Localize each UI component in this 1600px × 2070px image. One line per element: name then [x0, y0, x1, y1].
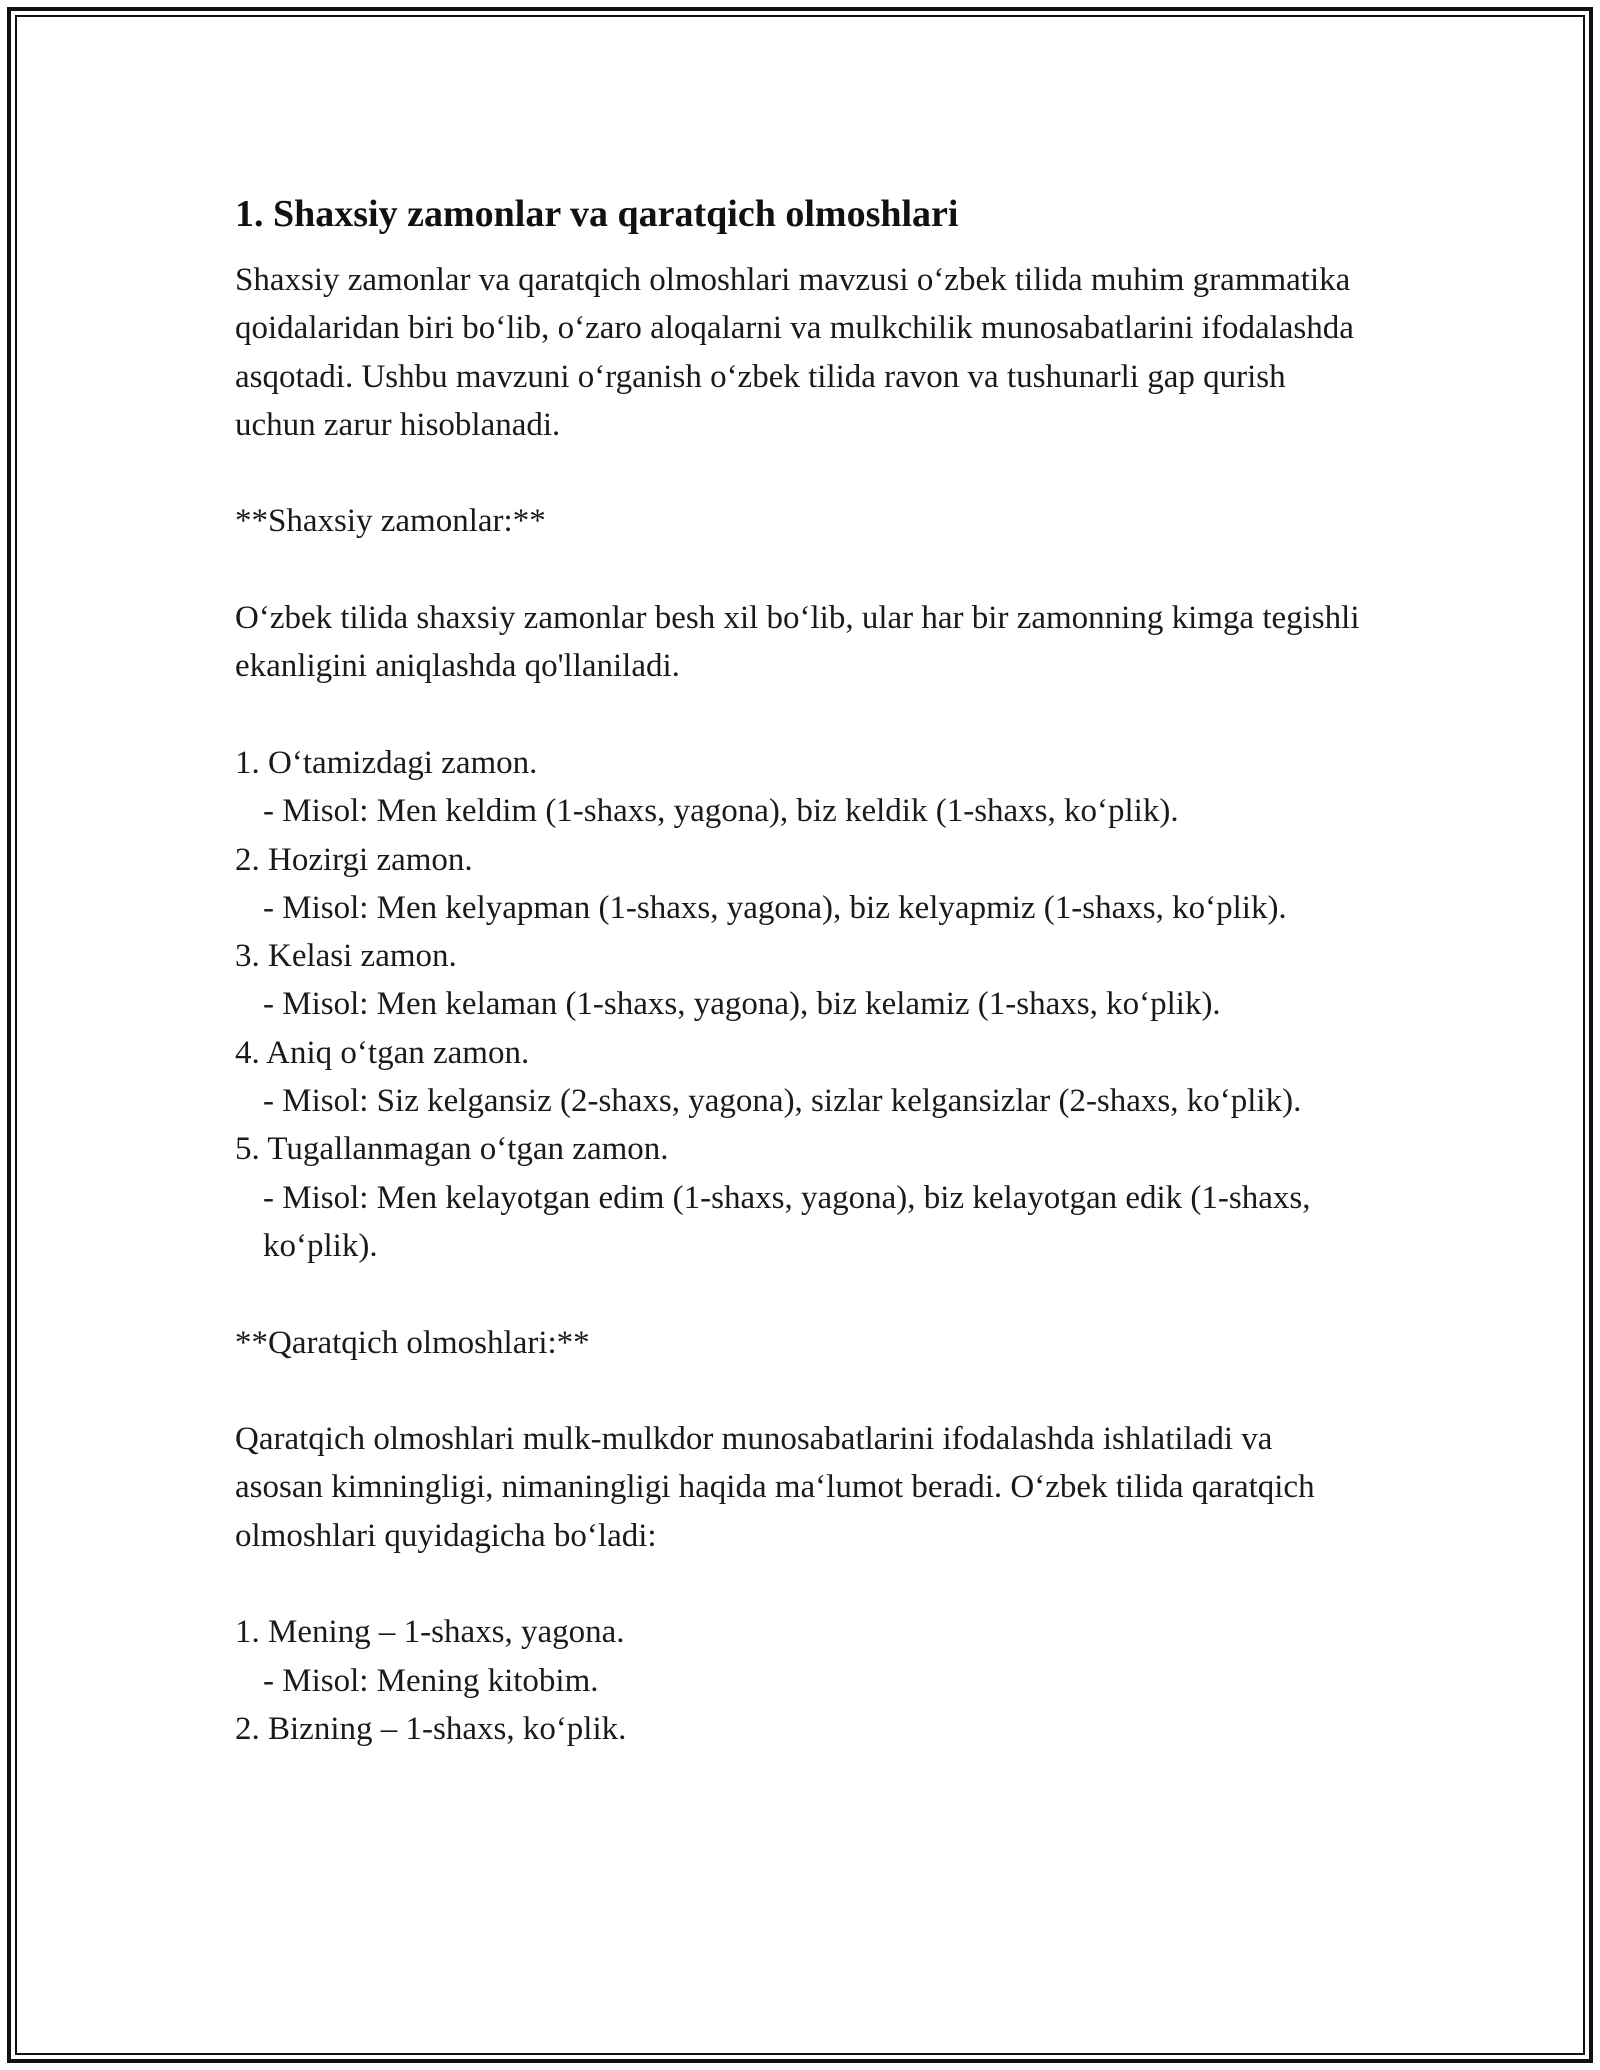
- list-item-label: 2. Hozirgi zamon.: [235, 841, 473, 878]
- tenses-list: [235, 739, 1365, 1270]
- document-body: [235, 186, 1368, 1753]
- spacer: [235, 1367, 1365, 1415]
- tenses-intro-paragraph: O‘zbek tilida shaxsiy zamonlar besh xil bo‘lib, ular har bir zamonning kimga tegishli ekanligini aniqlashda qo'llaniladi.: [235, 600, 1368, 685]
- pronouns-intro-paragraph: Qaratqich olmoshlari mulk-mulkdor munosabatlarini ifodalashda ishlatiladi va asosan kimningligi, nimaningligi haqida ma‘lumot beradi. O‘zbek tilida qaratqich olmoshlari quyidagicha bo‘ladi:: [235, 1421, 1323, 1554]
- document-title: 1. Shaxsiy zamonlar va qaratqich olmoshlari: [235, 193, 959, 235]
- list-item-label: 2. Bizning – 1-shaxs, ko‘plik.: [235, 1710, 627, 1747]
- list-item-example: - Misol: Siz kelgansiz (2-shaxs, yagona), sizlar kelgansizlar (2-shaxs, ko‘plik).: [263, 1083, 1302, 1120]
- list-item-example: - Misol: Men kelayotgan edim (1-shaxs, yagona), biz kelayotgan edik (1-shaxs, ko‘plik).: [263, 1179, 1319, 1264]
- list-item-label: 5. Tugallanmagan o‘tgan zamon.: [235, 1131, 669, 1168]
- list-item-example: - Misol: Men kelyapman (1-shaxs, yagona), biz kelyapmiz (1-shaxs, ko‘plik).: [263, 889, 1287, 926]
- list-item-example: - Misol: Men kelaman (1-shaxs, yagona), biz kelamiz (1-shaxs, ko‘plik).: [263, 986, 1221, 1023]
- spacer: [235, 691, 1365, 739]
- pronouns-list: [235, 1608, 1365, 1753]
- list-item-label: 1. Mening – 1-shaxs, yagona.: [235, 1614, 625, 1651]
- list-item-example: - Misol: Mening kitobim.: [263, 1662, 599, 1699]
- intro-paragraph: Shaxsiy zamonlar va qaratqich olmoshlari mavzusi o‘zbek tilida muhim grammatika qoidalaridan biri bo‘lib, o‘zaro aloqalarni va mulkchilik munosabatlarini ifodalashda asqotadi. Ushbu mavzuni o‘rganish o‘zbek tilida ravon va tushunarli gap qurish uchun zarur hisoblanadi.: [235, 262, 1363, 443]
- spacer: [235, 449, 1365, 497]
- list-item-label: 1. O‘tamizdagi zamon.: [235, 744, 538, 781]
- list-item-label: 4. Aniq o‘tgan zamon.: [235, 1034, 530, 1071]
- list-item-label: 3. Kelasi zamon.: [235, 938, 457, 975]
- spacer: [235, 546, 1365, 594]
- section-heading-tenses: **Shaxsiy zamonlar:**: [235, 503, 546, 540]
- spacer: [235, 1560, 1365, 1608]
- list-item-example: - Misol: Men keldim (1-shaxs, yagona), biz keldik (1-shaxs, ko‘plik).: [263, 793, 1179, 830]
- spacer: [235, 1270, 1365, 1318]
- section-heading-pronouns: **Qaratqich olmoshlari:**: [235, 1324, 590, 1361]
